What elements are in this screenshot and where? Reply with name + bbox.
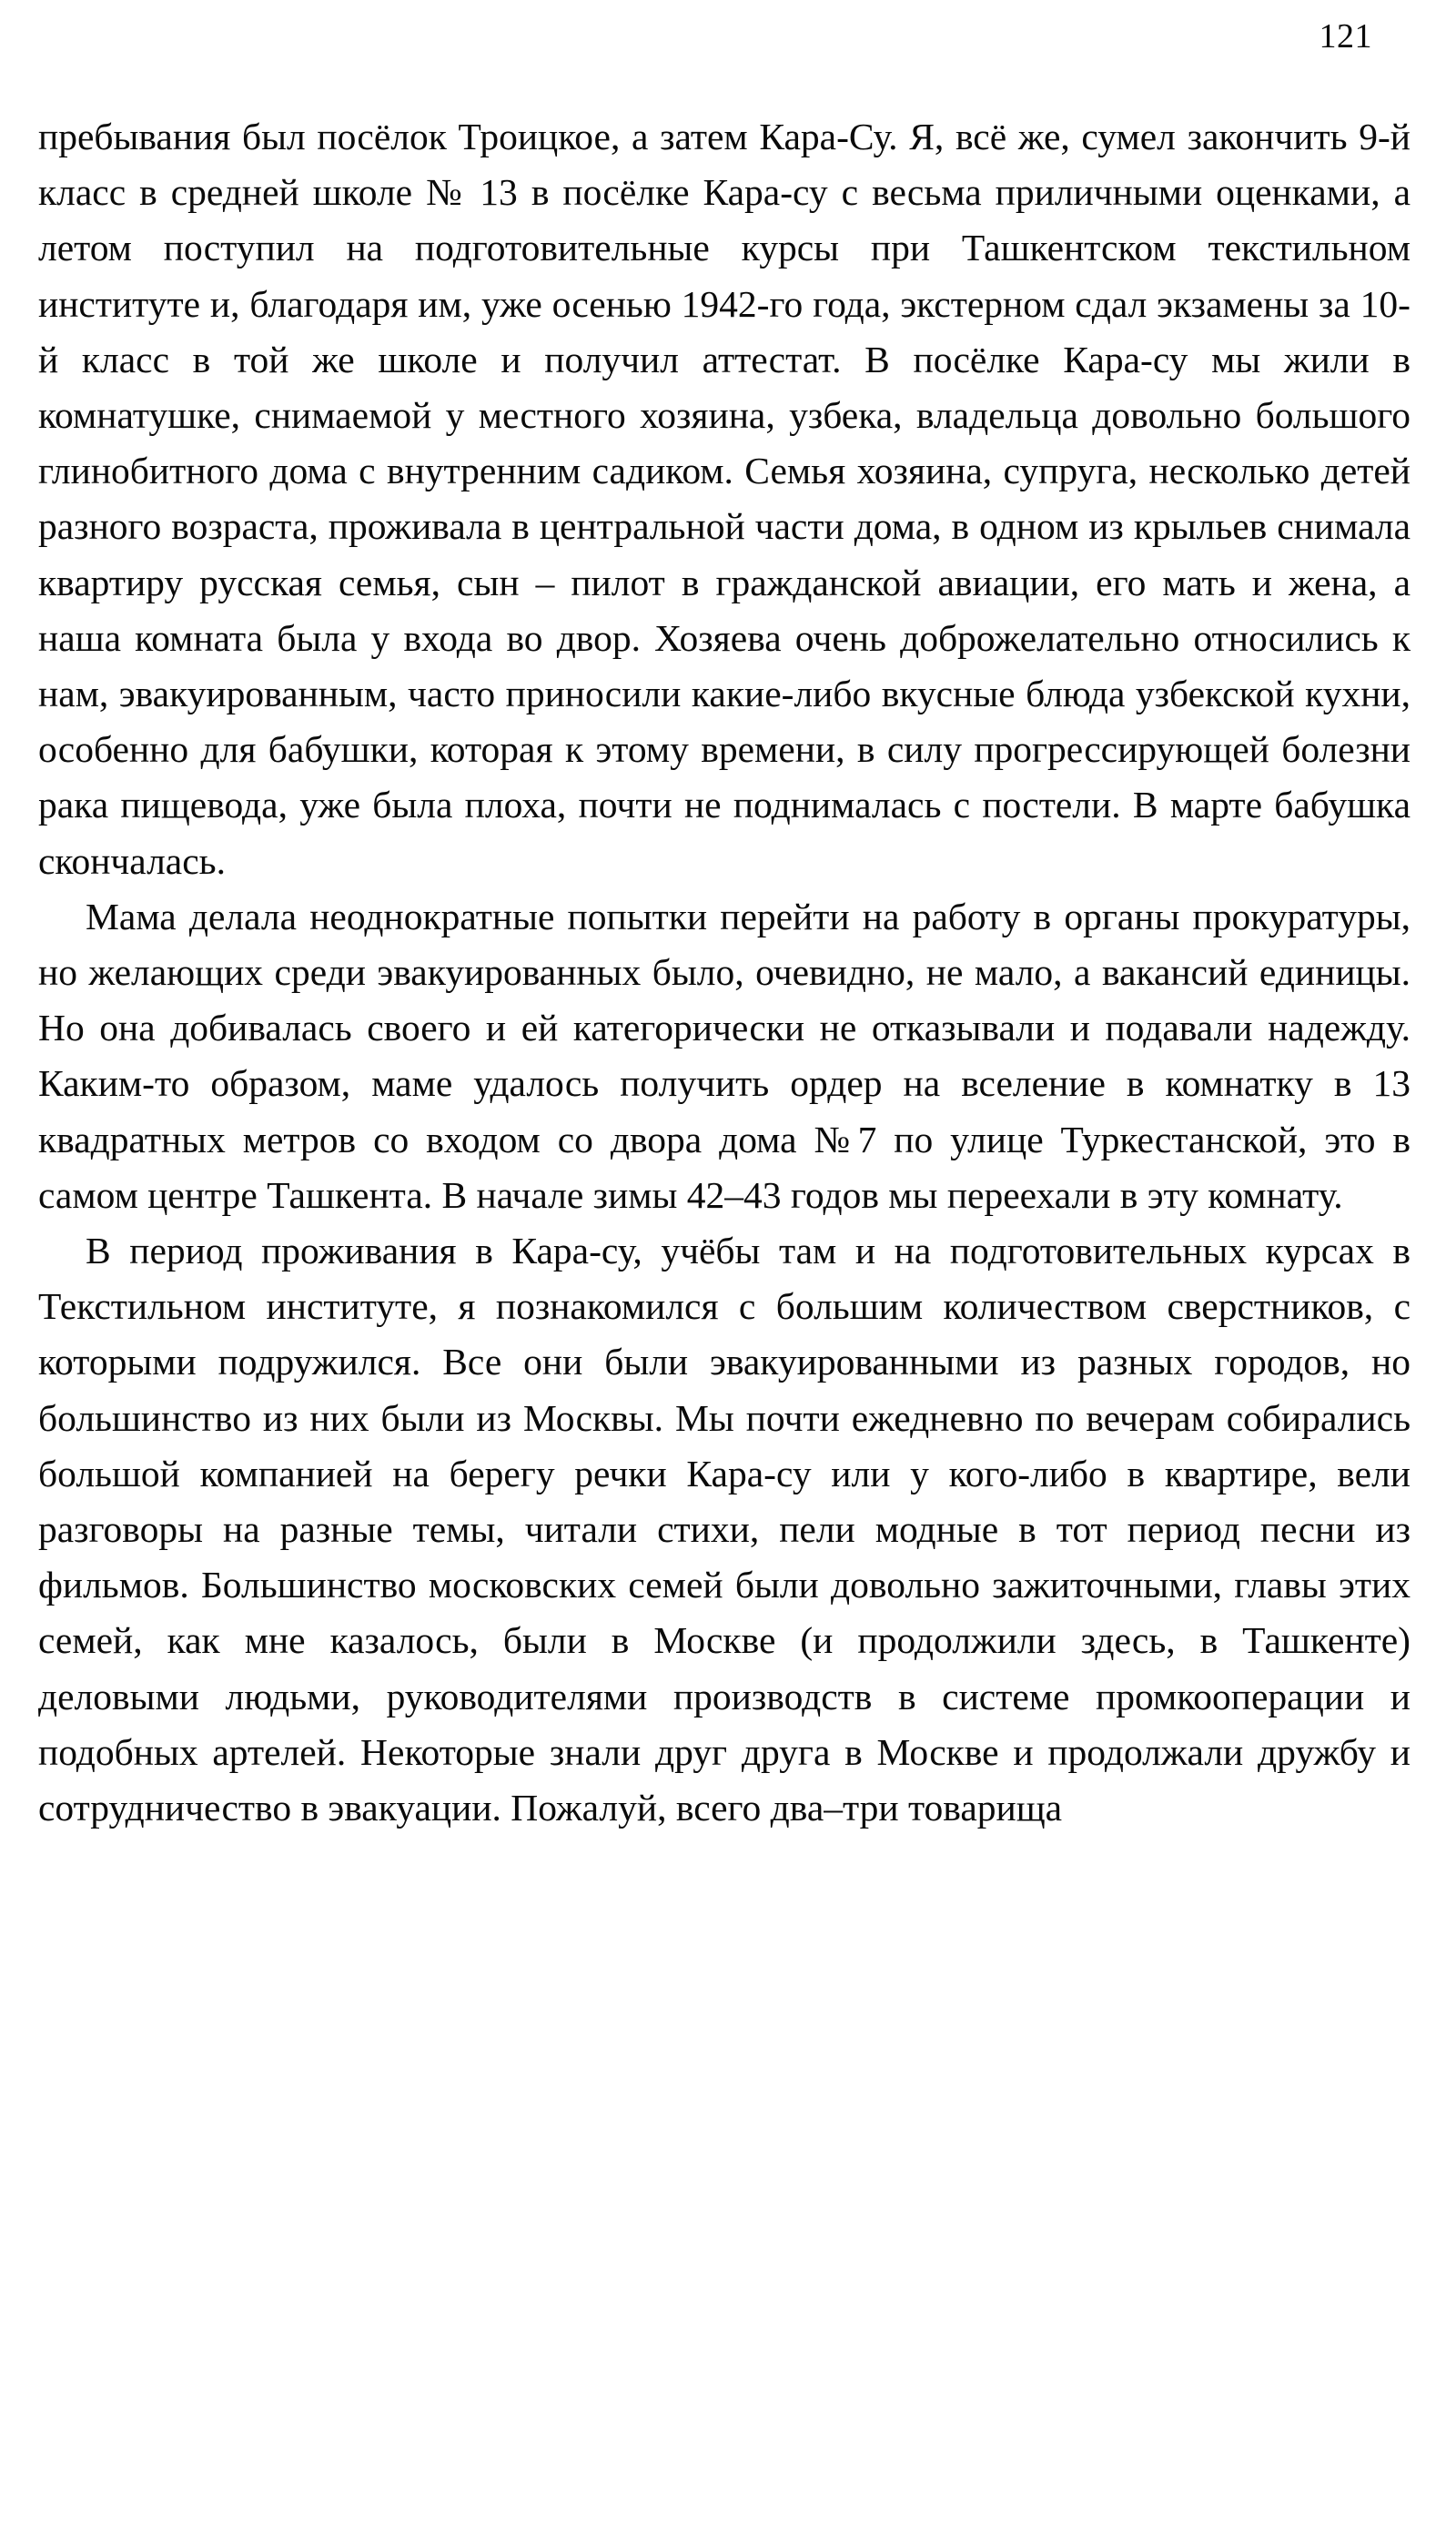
- page-body-text: [38, 109, 1410, 1836]
- paragraph-3: В период проживания в Кара-су, учёбы там и на подготовительных курсах в Текстильном институте, я познакомился с большим количеством сверстников, с которыми подружился. Все они были эвакуированными из разных городов, но большинство из них были из Москвы. Мы почти ежедневно по вечерам собирались большой компанией на берегу речки Кара-су или у кого-либо в квартире, вели разговоры на разные темы, читали стихи, пели модные в тот период песни из фильмов. Большинство московских семей были довольно зажиточными, главы этих семей, как мне казалось, были в Москве (и продолжили здесь, в Ташкенте) деловыми людьми, руководителями производств в системе промкооперации и подобных артелей. Некоторые знали друг друга в Москве и продолжали дружбу и сотрудничество в эвакуации. Пожалуй, всего два–три товарища: [38, 1230, 1410, 1829]
- paragraph-2: Мама делала неоднократные попытки перейти на работу в органы прокуратуры, но желающих среди эвакуированных было, очевидно, не мало, а вакансий единицы. Но она добивалась своего и ей категорически не отказывали и подавали надежду. Каким-то образом, маме удалось получить ордер на вселение в комнатку в 13 квадратных метров со входом со двора дома №7 по улице Туркестанской, это в самом центре Ташкента. В начале зимы 42–43 годов мы переехали в эту комнату.: [38, 895, 1410, 1216]
- page-number: 121: [1319, 17, 1372, 56]
- paragraph-1: пребывания был посёлок Троицкое, а затем Кара-Су. Я, всё же, сумел закончить 9-й класс в средней школе № 13 в посёлке Кара-су с весьма приличными оценками, а летом поступил на подготовительные курсы при Ташкентском текстильном институте и, благодаря им, уже осенью 1942-го года, экстерном сдал экзамены за 10-й класс в той же школе и получил аттестат. В посёлке Кара-су мы жили в комнатушке, снимаемой у местного хозяина, узбека, владельца довольно большого глинобитного дома с внутренним садиком. Семья хозяина, супруга, несколько детей разного возраста, проживала в центральной части дома, в одном из крыльев снимала квартиру русская семья, сын – пилот в гражданской авиации, его мать и жена, а наша комната была у входа во двор. Хозяева очень доброжелательно относились к нам, эвакуированным, часто приносили какие-либо вкусные блюда узбекской кухни, особенно для бабушки, которая к этому времени, в силу прогрессирующей болезни рака пищевода, уже была плоха, почти не поднималась с постели. В марте бабушка скончалась.: [38, 116, 1410, 882]
